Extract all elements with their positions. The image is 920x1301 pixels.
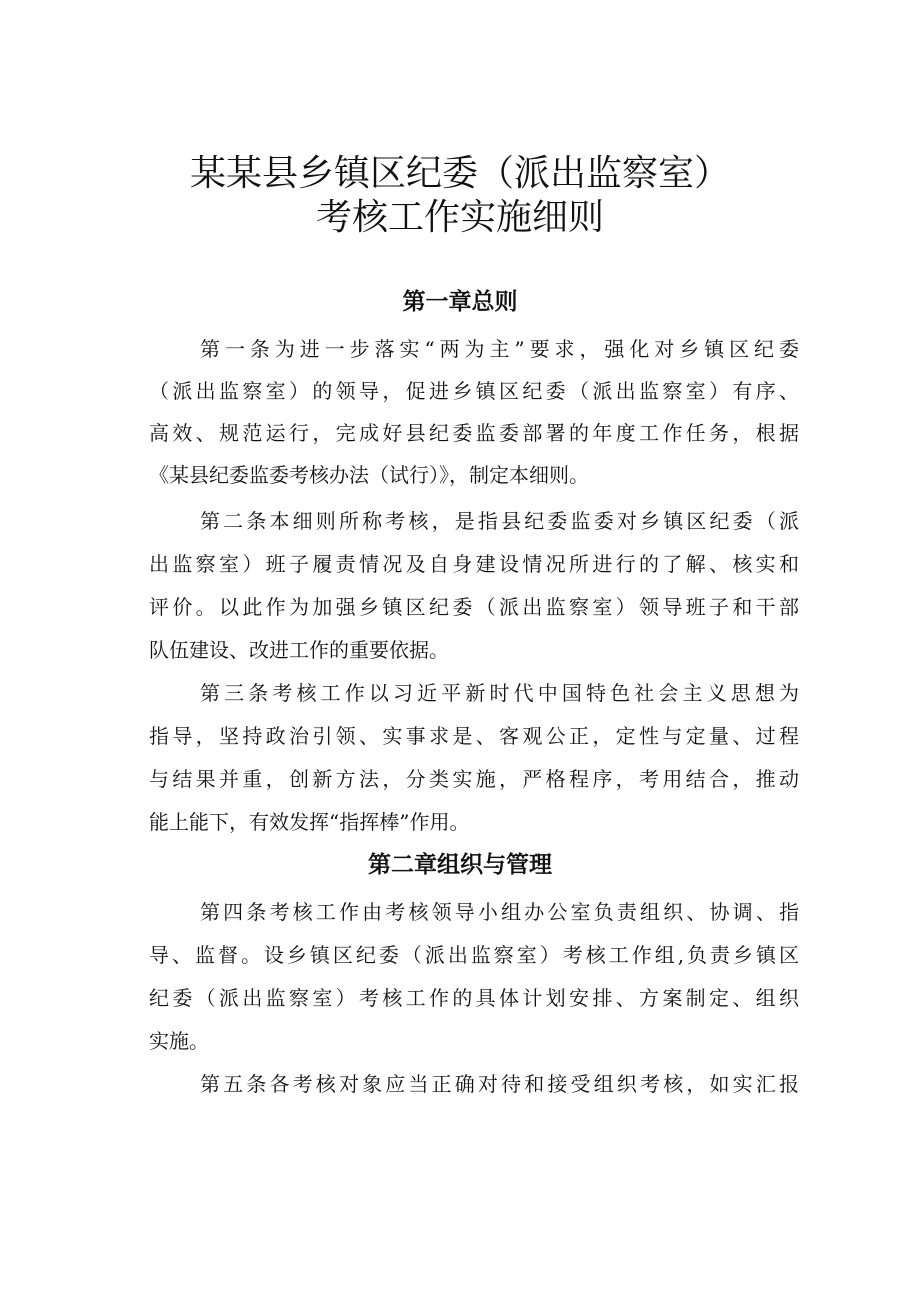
paragraph-line: 导、监督。设乡镇区纪委（派出监察室）考核工作组,负责乡镇区 — [149, 943, 799, 967]
paragraph-line: 纪委（派出监察室）考核工作的具体计划安排、方案制定、组织 — [149, 986, 799, 1010]
paragraph-line: 出监察室）班子履责情况及自身建设情况所进行的了解、核实和 — [149, 552, 799, 576]
paragraph-line: 指导，坚持政治引领、实事求是、客观公正，定性与定量、过程 — [149, 724, 799, 748]
paragraph-line: 能上能下，有效发挥“指挥棒”作用。 — [149, 810, 470, 834]
paragraph-line: 实施。 — [149, 1029, 209, 1053]
paragraph-line: 高效、规范运行，完成好县纪委监委部署的年度工作任务，根据 — [149, 421, 799, 445]
paragraph-line: 第一条为进一步落实“两为主”要求，强化对乡镇区纪委 — [200, 337, 799, 361]
chapter-heading-1: 第一章总则 — [402, 289, 518, 315]
paragraph-line: 与结果并重，创新方法，分类实施，严格程序，考用结合，推动 — [149, 767, 799, 791]
paragraph-line: 第二条本细则所称考核，是指县纪委监委对乡镇区纪委（派 — [200, 509, 799, 533]
paragraph-line: 队伍建设、改进工作的重要依据。 — [149, 638, 449, 662]
document-title-line-2: 考核工作实施细则 — [315, 197, 604, 238]
paragraph-line: 第四条考核工作由考核领导小组办公室负责组织、协调、指 — [200, 900, 799, 924]
paragraph-line: 第五条各考核对象应当正确对待和接受组织考核，如实汇报 — [200, 1072, 799, 1096]
document-title-line-1: 某某县乡镇区纪委（派出监察室） — [189, 153, 730, 194]
chapter-heading-2: 第二章组织与管理 — [368, 852, 552, 878]
paragraph-line: 评价。以此作为加强乡镇区纪委（派出监察室）领导班子和干部 — [149, 595, 799, 619]
paragraph-line: 《某县纪委监委考核办法（试行）》，制定本细则。 — [149, 463, 589, 487]
paragraph-line: 第三条考核工作以习近平新时代中国特色社会主义思想为 — [200, 681, 799, 705]
paragraph-line: （派出监察室）的领导，促进乡镇区纪委（派出监察室）有序、 — [149, 379, 799, 403]
